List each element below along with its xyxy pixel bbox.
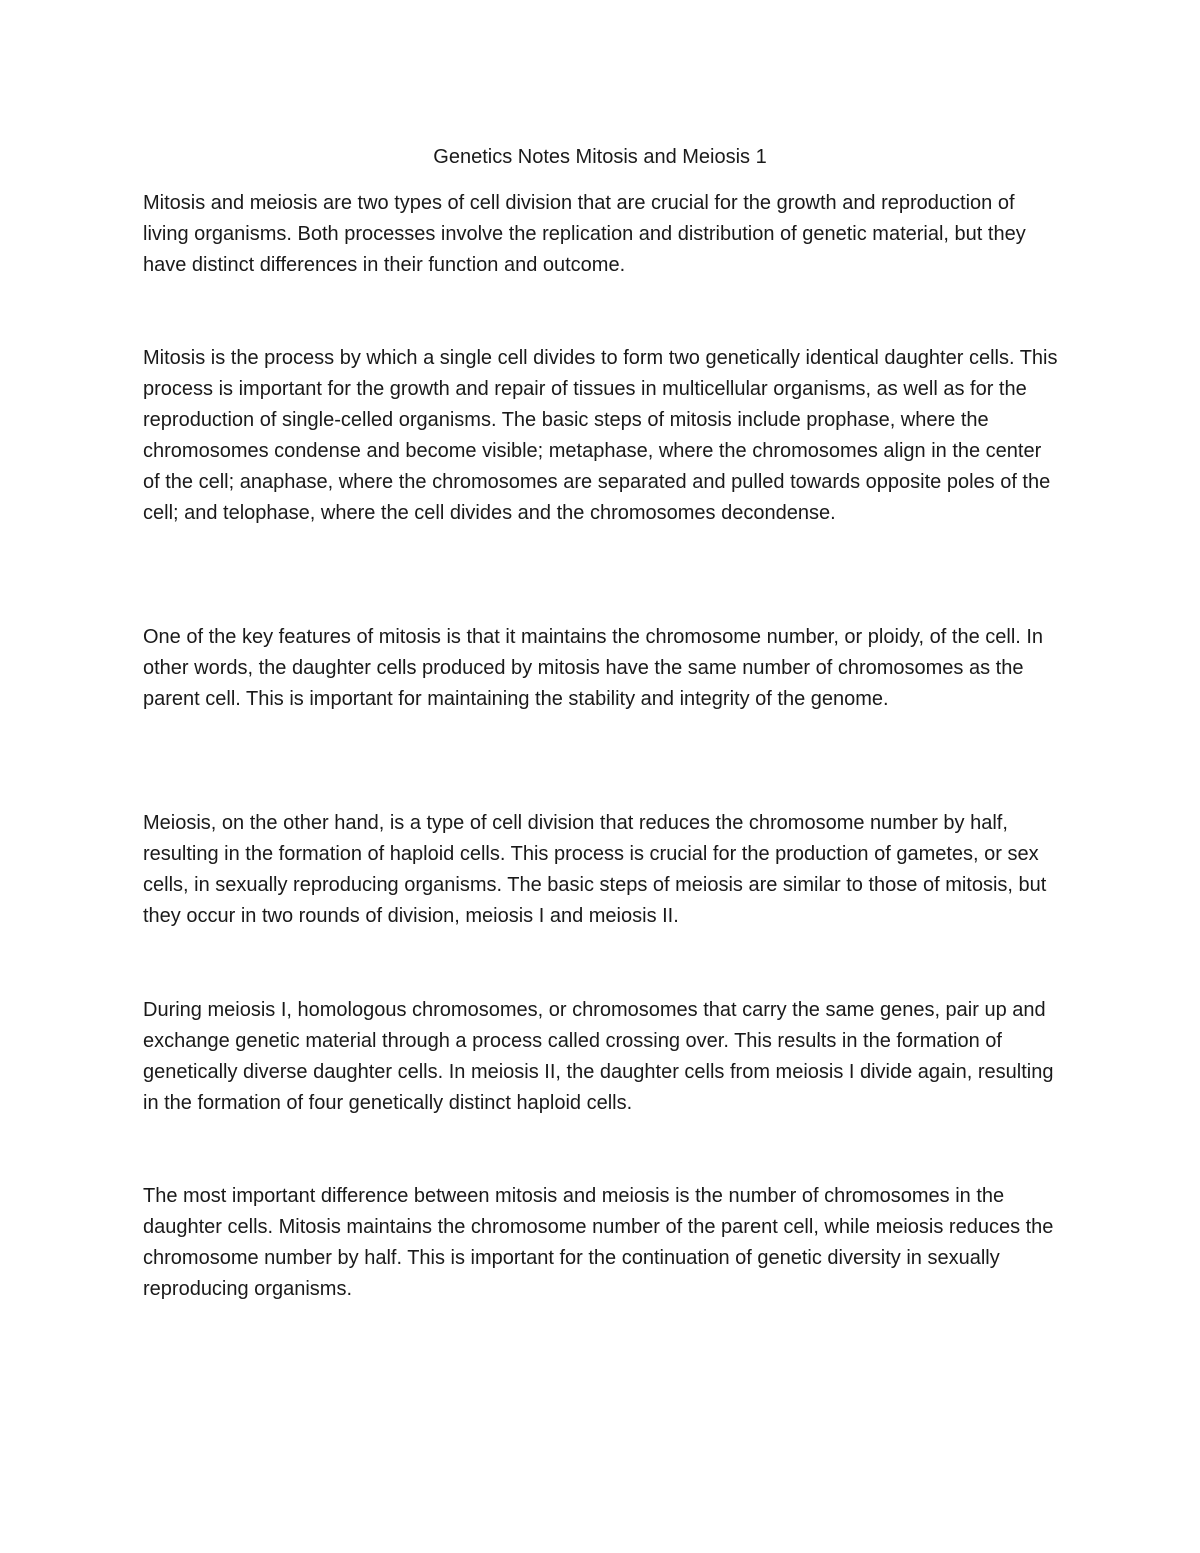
- paragraph-intro: Mitosis and meiosis are two types of cell division that are crucial for the growth and reproduction of living organisms. Both processes involve the replication and distribution of genetic material, but they have distinct differences in their function and outcome.: [143, 192, 1026, 276]
- document-title: Genetics Notes Mitosis and Meiosis 1: [433, 146, 767, 168]
- paragraph-meiosis-stages: During meiosis I, homologous chromosomes, or chromosomes that carry the same genes, pair up and exchange genetic material through a process called crossing over. This results in the formation of genetically diverse daughter cells. In meiosis II, the daughter cells from meiosis I divide again, resulting in the formation of four genetically distinct haploid cells.: [143, 999, 1054, 1114]
- paragraph-mitosis-ploidy: One of the key features of mitosis is that it maintains the chromosome number, or ploidy, of the cell. In other words, the daughter cells produced by mitosis have the same number of chromosomes as the parent cell. This is important for maintaining the stability and integrity of the genome.: [143, 626, 1044, 710]
- paragraph-mitosis: Mitosis is the process by which a single cell divides to form two genetically identical daughter cells. This process is important for the growth and repair of tissues in multicellular organisms, as well as for the reproduction of single-celled organisms. The basic steps of mitosis include prophase, where the chromosomes condense and become visible; metaphase, where the chromosomes align in the center of the cell; anaphase, where the chromosomes are separated and pulled towards opposite poles of the cell; and telophase, where the cell divides and the chromosomes decondense.: [143, 347, 1058, 524]
- paragraph-difference: The most important difference between mitosis and meiosis is the number of chromosomes in the daughter cells. Mitosis maintains the chromosome number of the parent cell, while meiosis reduces the chromosome number by half. This is important for the continuation of genetic diversity in sexually reproducing organisms.: [143, 1185, 1054, 1300]
- paragraph-meiosis: Meiosis, on the other hand, is a type of cell division that reduces the chromosome number by half, resulting in the formation of haploid cells. This process is crucial for the production of gametes, or sex cells, in sexually reproducing organisms. The basic steps of meiosis are similar to those of mitosis, but they occur in two rounds of division, meiosis I and meiosis II.: [143, 812, 1047, 927]
